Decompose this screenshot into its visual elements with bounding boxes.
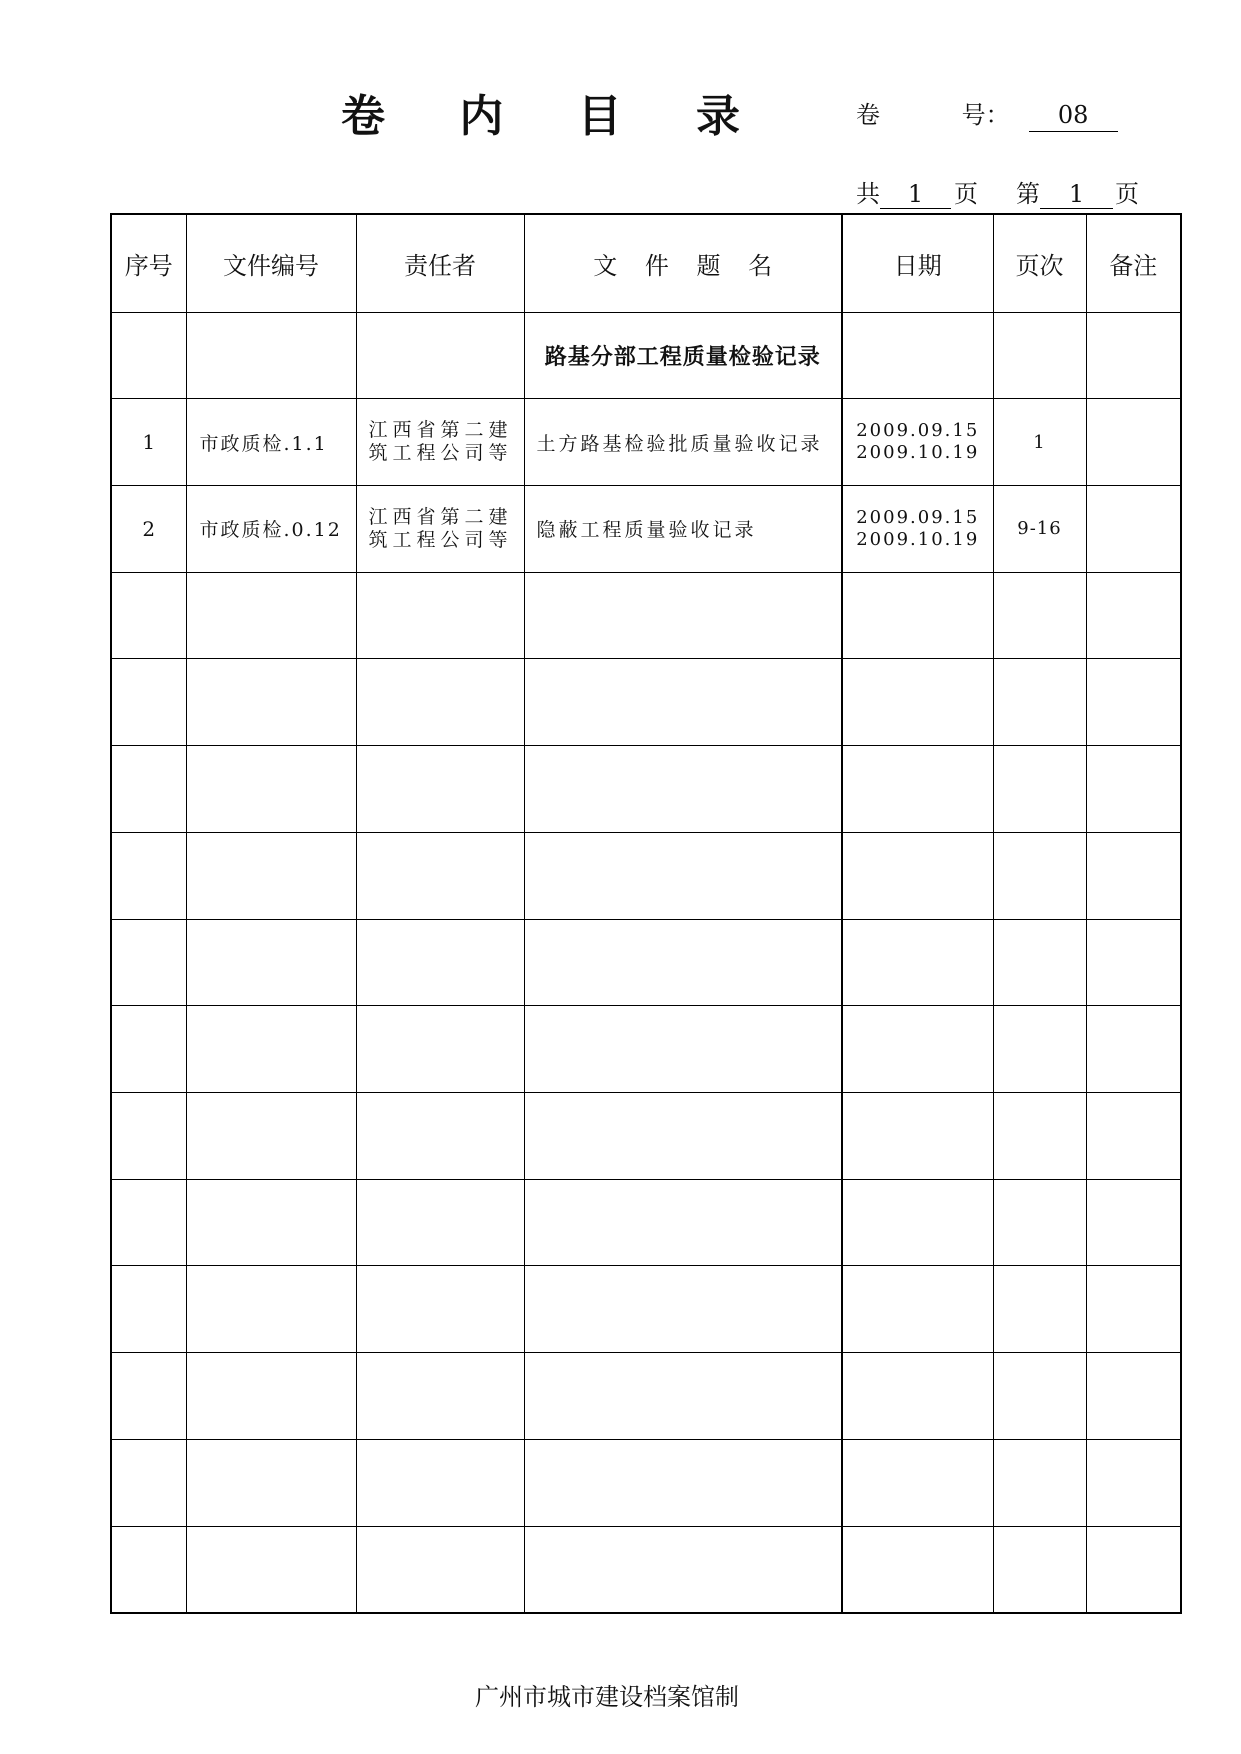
current-page-suffix: 页: [1115, 180, 1139, 208]
date-start: 2009.09.15: [856, 506, 980, 528]
file-title-cell: [524, 1439, 842, 1526]
empty-row: [111, 1092, 1181, 1179]
pages-cell: [993, 1526, 1086, 1613]
header-file-no: 文件编号: [186, 214, 356, 312]
pages-cell: [993, 746, 1086, 833]
file-no-cell: [186, 1266, 356, 1353]
file-no-cell: [186, 659, 356, 746]
remarks-cell: [1086, 485, 1181, 572]
remarks-cell: [1086, 1353, 1181, 1440]
pages-cell: [993, 1439, 1086, 1526]
file-no-cell: 市政质检.1.1: [186, 399, 356, 486]
pages-cell: [993, 1092, 1086, 1179]
empty-row: [111, 1266, 1181, 1353]
file-no-cell: [186, 832, 356, 919]
date-cell: [842, 1439, 993, 1526]
remarks-cell: [1086, 1006, 1181, 1093]
file-title-cell: [524, 572, 842, 659]
volume-label: 卷 号：: [856, 101, 1010, 129]
seq-cell: [111, 1092, 186, 1179]
empty-row: [111, 1006, 1181, 1093]
table-header-row: [111, 214, 1181, 312]
pages-cell: [993, 1179, 1086, 1266]
empty-row: [111, 919, 1181, 1006]
remarks-cell: [1086, 399, 1181, 486]
seq-cell: [111, 832, 186, 919]
volume-number-field: [856, 100, 1118, 132]
responsible-cell: [356, 1179, 524, 1266]
date-start: 2009.09.15: [856, 420, 980, 442]
pages-cell: [993, 919, 1086, 1006]
seq-cell: [111, 312, 186, 399]
remarks-cell: [1086, 312, 1181, 399]
table-row: [111, 485, 1181, 572]
responsible-cell: [356, 1006, 524, 1093]
responsible-cell: [356, 1092, 524, 1179]
date-cell: [842, 1353, 993, 1440]
pages-cell: 9-16: [993, 485, 1086, 572]
current-page: 1: [1040, 180, 1113, 209]
seq-cell: [111, 919, 186, 1006]
header-file-title-text: 文 件 题 名: [593, 251, 773, 280]
header-pages: 页次: [993, 214, 1086, 312]
seq-cell: [111, 1006, 186, 1093]
total-pages-suffix: 页: [954, 180, 978, 208]
pages-cell: [993, 1353, 1086, 1440]
seq-cell: [111, 572, 186, 659]
pages-cell: [993, 572, 1086, 659]
issuer-footer: 广州市城市建设档案馆制: [475, 1683, 739, 1711]
responsible-cell: [356, 1353, 524, 1440]
date-end: 2009.10.19: [856, 442, 980, 464]
date-cell: [842, 312, 993, 399]
file-title-cell: 隐蔽工程质量验收记录: [524, 485, 842, 572]
file-no-cell: [186, 919, 356, 1006]
empty-row: [111, 1439, 1181, 1526]
table-row: [111, 399, 1181, 486]
header-remarks: 备注: [1086, 214, 1181, 312]
volume-number: 08: [1029, 100, 1118, 132]
file-title-cell: [524, 1179, 842, 1266]
remarks-cell: [1086, 1092, 1181, 1179]
file-title-cell: [524, 659, 842, 746]
remarks-cell: [1086, 1526, 1181, 1613]
responsible-cell: [356, 919, 524, 1006]
date-cell: [842, 746, 993, 833]
date-cell: [842, 919, 993, 1006]
responsible-cell: 江西省第二建筑工程公司等: [356, 485, 524, 572]
seq-cell: 1: [111, 399, 186, 486]
date-cell: [842, 1266, 993, 1353]
header-file-title: [524, 214, 842, 312]
responsible-cell: [356, 746, 524, 833]
responsible-cell: [356, 1266, 524, 1353]
file-title-cell: [524, 1006, 842, 1093]
seq-cell: [111, 746, 186, 833]
responsible-cell: [356, 1526, 524, 1613]
empty-row: [111, 659, 1181, 746]
file-title-cell: 土方路基检验批质量验收记录: [524, 399, 842, 486]
file-no-cell: [186, 572, 356, 659]
responsible-cell: [356, 832, 524, 919]
seq-cell: [111, 1179, 186, 1266]
pages-cell: [993, 832, 1086, 919]
remarks-cell: [1086, 1439, 1181, 1526]
current-page-prefix: 第: [1016, 180, 1040, 208]
seq-cell: [111, 1353, 186, 1440]
date-cell: [842, 1092, 993, 1179]
file-title-cell: [524, 1353, 842, 1440]
file-no-cell: 市政质检.0.12: [186, 485, 356, 572]
seq-cell: [111, 1266, 186, 1353]
responsible-cell: 江西省第二建筑工程公司等: [356, 399, 524, 486]
date-cell: [842, 659, 993, 746]
file-title-cell: [524, 832, 842, 919]
date-cell: [842, 572, 993, 659]
file-no-cell: [186, 1006, 356, 1093]
remarks-cell: [1086, 1266, 1181, 1353]
file-title-cell: [524, 746, 842, 833]
remarks-cell: [1086, 572, 1181, 659]
pages-cell: [993, 312, 1086, 399]
file-no-cell: [186, 1439, 356, 1526]
remarks-cell: [1086, 919, 1181, 1006]
document-title: 卷 内 目 录: [341, 91, 740, 142]
date-cell: [842, 485, 993, 572]
date-cell: [842, 1006, 993, 1093]
responsible-cell: [356, 312, 524, 399]
pages-cell: [993, 1006, 1086, 1093]
date-cell: [842, 1526, 993, 1613]
date-cell: [842, 399, 993, 486]
date-cell: [842, 832, 993, 919]
empty-row: [111, 1353, 1181, 1440]
empty-row: [111, 832, 1181, 919]
header-responsible: 责任者: [356, 214, 524, 312]
seq-cell: [111, 1526, 186, 1613]
file-no-cell: [186, 746, 356, 833]
file-no-cell: [186, 1092, 356, 1179]
remarks-cell: [1086, 832, 1181, 919]
file-title-cell: [524, 1526, 842, 1613]
section-title: 路基分部工程质量检验记录: [524, 312, 842, 399]
responsible-cell: [356, 659, 524, 746]
empty-row: [111, 572, 1181, 659]
remarks-cell: [1086, 659, 1181, 746]
pages-cell: [993, 659, 1086, 746]
catalog-table: [110, 213, 1182, 1614]
file-no-cell: [186, 1526, 356, 1613]
date-end: 2009.10.19: [856, 528, 980, 550]
empty-row: [111, 1179, 1181, 1266]
responsible-cell: [356, 1439, 524, 1526]
seq-cell: [111, 659, 186, 746]
file-title-cell: [524, 1092, 842, 1179]
seq-cell: [111, 1439, 186, 1526]
remarks-cell: [1086, 746, 1181, 833]
total-pages: 1: [880, 180, 951, 209]
total-pages-prefix: 共: [856, 180, 880, 208]
file-no-cell: [186, 1353, 356, 1440]
section-row: [111, 312, 1181, 399]
responsible-cell: [356, 572, 524, 659]
file-title-cell: [524, 919, 842, 1006]
header-seq: 序号: [111, 214, 186, 312]
empty-row: [111, 1526, 1181, 1613]
file-no-cell: [186, 1179, 356, 1266]
pagination: [856, 180, 1139, 209]
seq-cell: 2: [111, 485, 186, 572]
pages-cell: [993, 1266, 1086, 1353]
remarks-cell: [1086, 1179, 1181, 1266]
date-cell: [842, 1179, 993, 1266]
file-no-cell: [186, 312, 356, 399]
empty-row: [111, 746, 1181, 833]
file-title-cell: [524, 1266, 842, 1353]
pages-cell: 1: [993, 399, 1086, 486]
header-date: 日期: [842, 214, 993, 312]
